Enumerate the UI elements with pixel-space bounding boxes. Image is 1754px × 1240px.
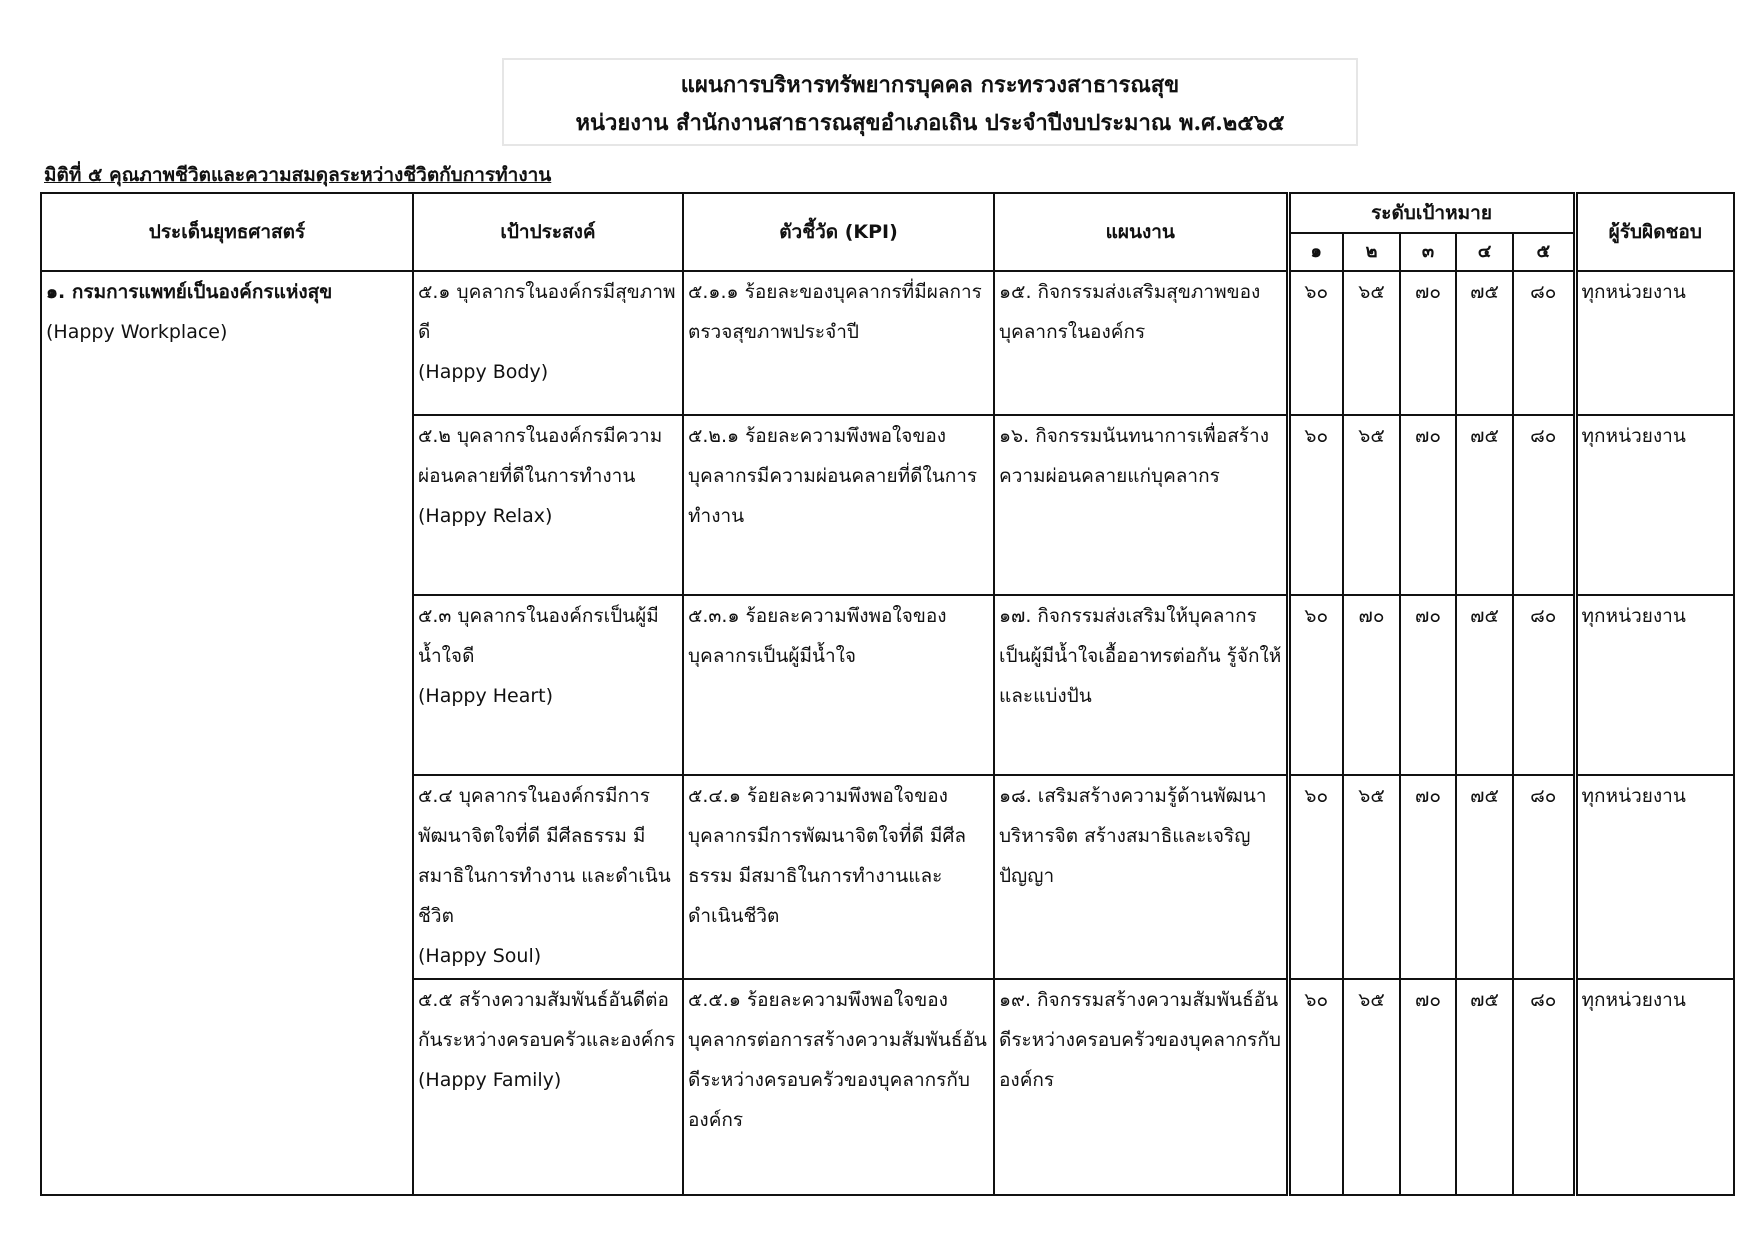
level-2-value: ๗๐	[1343, 595, 1400, 775]
level-3-value: ๗๐	[1400, 595, 1456, 775]
header-kpi: ตัวชี้วัด (KPI)	[683, 193, 994, 271]
level-2-value: ๖๕	[1343, 979, 1400, 1195]
objective-english: (Happy Body)	[418, 361, 549, 383]
objective-text: ๕.๑ บุคลากรในองค์กรมีสุขภาพดี	[418, 281, 676, 343]
plan-cell: ๑๗. กิจกรรมส่งเสริมให้บุคลากรเป็นผู้มีน้ำใจเอื้ออาทรต่อกัน รู้จักให้และแบ่งปัน	[994, 595, 1288, 775]
objective-text: ๕.๒ บุคลากรในองค์กรมีความผ่อนคลายที่ดีในการทำงาน	[418, 425, 663, 487]
hr-plan-table	[40, 192, 1735, 1196]
header-level-4: ๔	[1456, 233, 1513, 271]
header-level-3: ๓	[1400, 233, 1456, 271]
level-1-value: ๖๐	[1288, 595, 1343, 775]
strategy-cell	[41, 271, 413, 1195]
level-3-value: ๗๐	[1400, 271, 1456, 415]
plan-cell: ๑๖. กิจกรรมนันทนาการเพื่อสร้างความผ่อนคลายแก่บุคลากร	[994, 415, 1288, 595]
header-level-1: ๑	[1288, 233, 1343, 271]
header-strategy: ประเด็นยุทธศาสตร์	[41, 193, 413, 271]
level-5-value: ๘๐	[1513, 595, 1575, 775]
level-3-value: ๗๐	[1400, 415, 1456, 595]
objective-cell	[413, 595, 683, 775]
level-4-value: ๗๕	[1456, 775, 1513, 979]
header-objective: เป้าประสงค์	[413, 193, 683, 271]
plan-cell: ๑๕. กิจกรรมส่งเสริมสุขภาพของบุคลากรในองค์กร	[994, 271, 1288, 415]
level-2-value: ๖๕	[1343, 415, 1400, 595]
header-responsible: ผู้รับผิดชอบ	[1575, 193, 1734, 271]
title-line-1: แผนการบริหารทรัพยากรบุคคล กระทรวงสาธารณสุข	[680, 72, 1180, 98]
kpi-cell: ๕.๔.๑ ร้อยละความพึงพอใจของบุคลากรมีการพัฒนาจิตใจที่ดี มีศีลธรรม มีสมาธิในการทำงานและดำเนินชีวิต	[683, 775, 994, 979]
objective-english: (Happy Relax)	[418, 505, 553, 527]
header-level-5: ๕	[1513, 233, 1575, 271]
objective-text: ๕.๓ บุคลากรในองค์กรเป็นผู้มีน้ำใจดี	[418, 605, 659, 667]
responsible-cell: ทุกหน่วยงาน	[1575, 595, 1734, 775]
level-2-value: ๖๕	[1343, 271, 1400, 415]
dimension-heading: มิติที่ ๕ คุณภาพชีวิตและความสมดุลระหว่างชีวิตกับการทำงาน	[44, 164, 552, 186]
objective-text: ๕.๕ สร้างความสัมพันธ์อันดีต่อกันระหว่างครอบครัวและองค์กร	[418, 989, 676, 1051]
document-title	[502, 58, 1358, 146]
kpi-cell: ๕.๑.๑ ร้อยละของบุคลากรที่มีผลการตรวจสุขภาพประจำปี	[683, 271, 994, 415]
responsible-cell: ทุกหน่วยงาน	[1575, 979, 1734, 1195]
level-2-value: ๖๕	[1343, 775, 1400, 979]
level-1-value: ๖๐	[1288, 415, 1343, 595]
header-target-level: ระดับเป้าหมาย	[1288, 193, 1575, 233]
plan-cell: ๑๙. กิจกรรมสร้างความสัมพันธ์อันดีระหว่างครอบครัวของบุคลากรกับองค์กร	[994, 979, 1288, 1195]
level-4-value: ๗๕	[1456, 271, 1513, 415]
title-line-2: หน่วยงาน สำนักงานสาธารณสุขอำเภอเถิน ประจำปีงบประมาณ พ.ศ.๒๕๖๕	[575, 110, 1285, 136]
strategy-subtitle: (Happy Workplace)	[46, 321, 228, 343]
level-4-value: ๗๕	[1456, 415, 1513, 595]
table-row	[41, 271, 1734, 415]
kpi-cell: ๕.๓.๑ ร้อยละความพึงพอใจของบุคลากรเป็นผู้มีน้ำใจ	[683, 595, 994, 775]
objective-english: (Happy Family)	[418, 1069, 562, 1091]
responsible-cell: ทุกหน่วยงาน	[1575, 271, 1734, 415]
level-5-value: ๘๐	[1513, 775, 1575, 979]
objective-cell	[413, 415, 683, 595]
level-4-value: ๗๕	[1456, 595, 1513, 775]
objective-english: (Happy Heart)	[418, 685, 554, 707]
level-1-value: ๖๐	[1288, 775, 1343, 979]
objective-text: ๕.๔ บุคลากรในองค์กรมีการพัฒนาจิตใจที่ดี มีศีลธรรม มีสมาธิในการทำงาน และดำเนินชีวิต	[418, 785, 671, 927]
level-1-value: ๖๐	[1288, 271, 1343, 415]
header-level-2: ๒	[1343, 233, 1400, 271]
level-1-value: ๖๐	[1288, 979, 1343, 1195]
responsible-cell: ทุกหน่วยงาน	[1575, 775, 1734, 979]
level-5-value: ๘๐	[1513, 979, 1575, 1195]
kpi-cell: ๕.๕.๑ ร้อยละความพึงพอใจของบุคลากรต่อการสร้างความสัมพันธ์อันดีระหว่างครอบครัวของบุคลากรกับองค์กร	[683, 979, 994, 1195]
level-5-value: ๘๐	[1513, 271, 1575, 415]
kpi-cell: ๕.๒.๑ ร้อยละความพึงพอใจของบุคลากรมีความผ่อนคลายที่ดีในการทำงาน	[683, 415, 994, 595]
strategy-title: ๑. กรมการแพทย์เป็นองค์กรแห่งสุข	[46, 281, 333, 303]
header-plan: แผนงาน	[994, 193, 1288, 271]
objective-cell	[413, 271, 683, 415]
objective-cell	[413, 775, 683, 979]
level-3-value: ๗๐	[1400, 775, 1456, 979]
objective-english: (Happy Soul)	[418, 945, 542, 967]
level-3-value: ๗๐	[1400, 979, 1456, 1195]
plan-cell: ๑๘. เสริมสร้างความรู้ด้านพัฒนาบริหารจิต สร้างสมาธิและเจริญปัญญา	[994, 775, 1288, 979]
level-5-value: ๘๐	[1513, 415, 1575, 595]
level-4-value: ๗๕	[1456, 979, 1513, 1195]
responsible-cell: ทุกหน่วยงาน	[1575, 415, 1734, 595]
objective-cell	[413, 979, 683, 1195]
